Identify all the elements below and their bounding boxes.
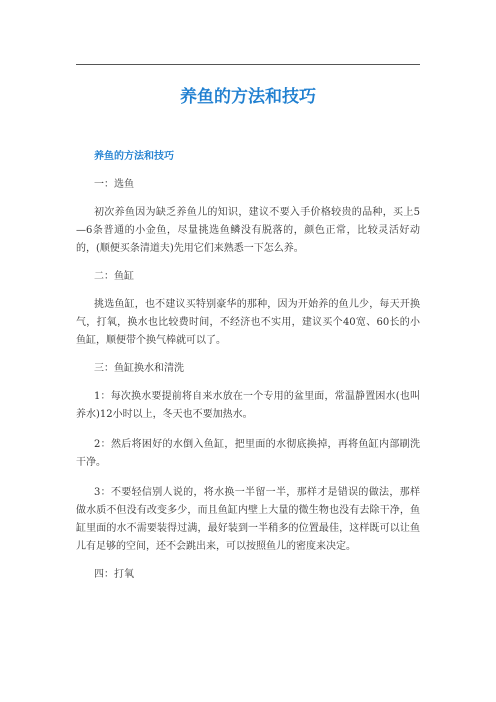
section-3-paragraph-3: 3：不要轻信别人说的，将水换一半留一半，那样才是错误的做法，那样做水质不但没有改变多少，而且鱼缸内壁上大量的微生物也没有去除干净，鱼缸里面的水不需要装得过满，最好装到一半稍多的位置最佳，这样既可以让鱼儿有足够的空间，还不会跳出来，可以按照鱼儿的密度来决定。 (76, 487, 420, 552)
section-2-paragraph-1: 挑选鱼缸，也不建议买特别豪华的那种，因为开始养的鱼儿少，每天开换气，打氧，换水也比较费时间，不经济也不实用，建议买个40宽、60长的小鱼缸，顺便带个换气棒就可以了。 (76, 299, 420, 346)
document-body (76, 150, 420, 594)
section-1-paragraph-1: 初次养鱼因为缺乏养鱼儿的知识，建议不要入手价格较贵的品种，买上5—6条普通的小金鱼，尽量挑选鱼鳞没有脱落的，颜色正常，比较灵活好动的，(顺便买条清道夫)先用它们来熟悉一下怎么养。 (76, 207, 420, 254)
section-1-heading: 一：选鱼 (94, 179, 134, 190)
header-rule (76, 64, 420, 65)
section-4-heading: 四：打氧 (94, 569, 134, 580)
section-3-heading: 三：鱼缸换水和清洗 (94, 363, 184, 374)
section-2-heading: 二：鱼缸 (94, 271, 134, 282)
section-3-paragraph-2: 2：然后将困好的水倒入鱼缸，把里面的水彻底换掉，再将鱼缸内部刷洗干净。 (76, 439, 420, 468)
section-3-paragraph-1: 1：每次换水要提前将自来水放在一个专用的盆里面，常温静置困水(也叫养水)12小时以上，冬天也不要加热水。 (76, 391, 420, 420)
document-subtitle: 养鱼的方法和技巧 (94, 151, 174, 162)
document-title: 养鱼的方法和技巧 (180, 87, 316, 107)
